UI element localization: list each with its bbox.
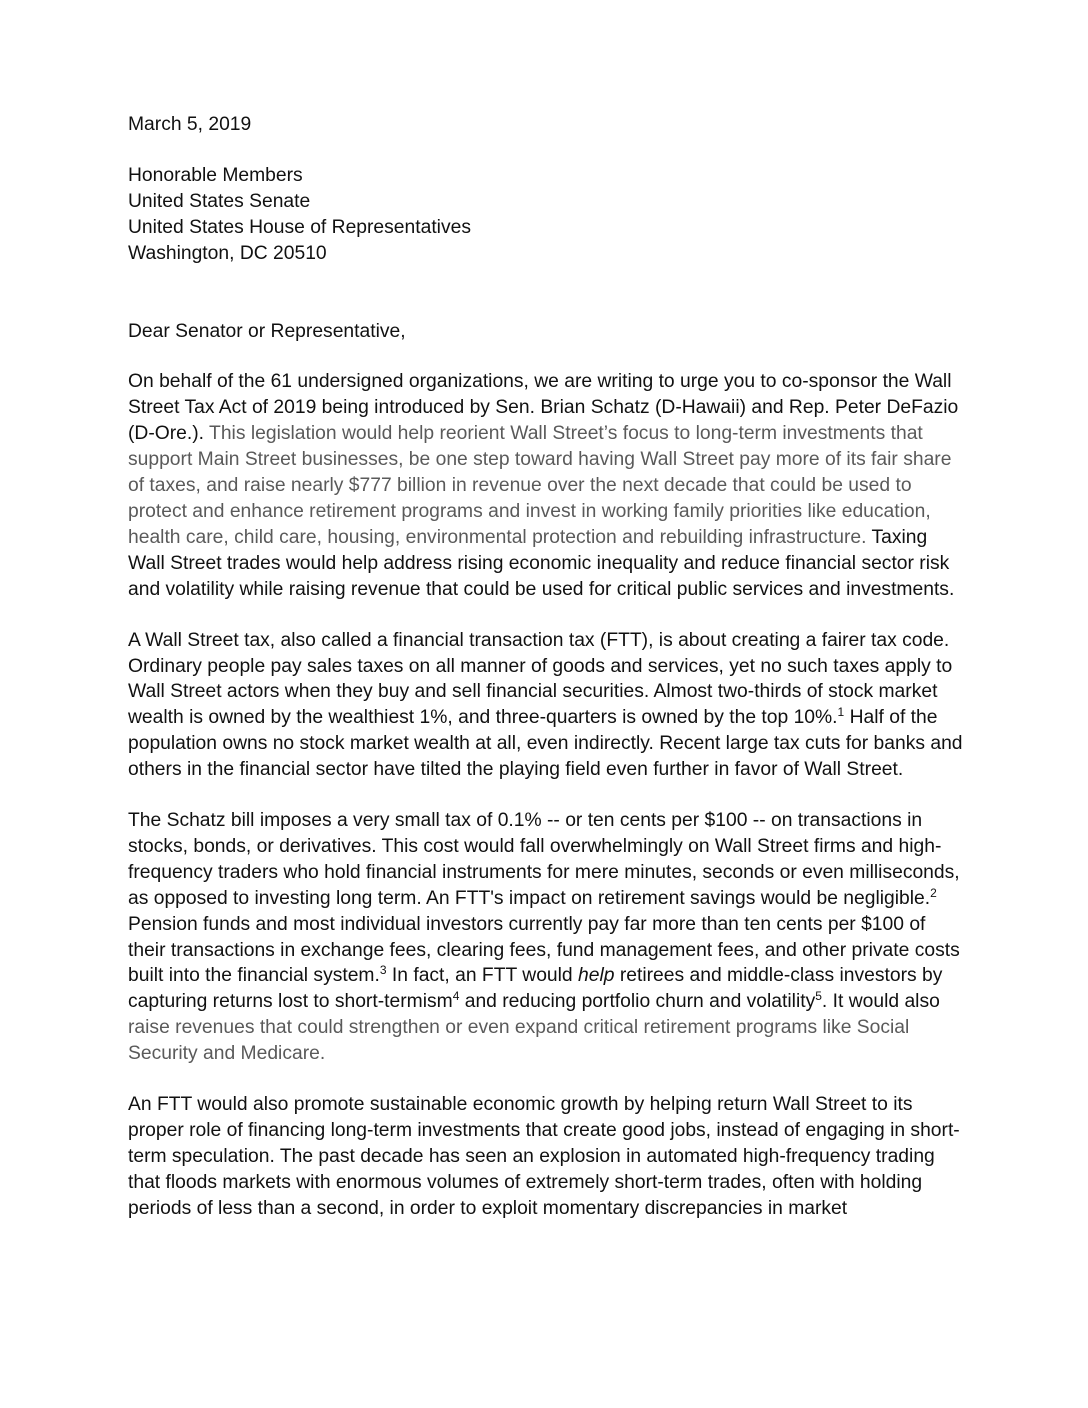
paragraph-text: Taxing Wall Street trades would help address rising economic inequality and reduce financial sector risk and volatility while raising revenue that could be used for critical public services and investments. <box>128 526 955 600</box>
recipient-address <box>128 163 966 267</box>
paragraph-schatz-bill <box>128 808 966 1067</box>
footnote-ref-4: 4 <box>452 989 460 1004</box>
paragraph-sustainable-growth: An FTT would also promote sustainable economic growth by helping return Wall Street to its proper role of financing long-term investments that create good jobs, instead of engaging in short-term speculation. The past decade has seen an explosion in automated high-frequency trading that floods markets with enormous volumes of extremely short-term trades, often with holding periods of less than a second, in order to exploit momentary discrepancies in market <box>128 1094 960 1219</box>
letter-page <box>128 112 966 1222</box>
paragraph-fairer-tax-code <box>128 628 966 783</box>
paragraph-text: retirees and middle-class investors by capturing returns lost to short-termism <box>128 965 943 1013</box>
paragraph-text-gray: This legislation would help reorient Wall Street’s focus to long-term investments that support Main Street businesses, be one step toward having Wall Street pay more of its fair share of taxes, and raise nearly $777 billion in revenue over the next decade that could be used to protect and enhance retirement programs and invest in working family priorities like education, health care, child care, housing, environmental protection and rebuilding infrastructure. <box>128 423 952 548</box>
address-line: Honorable Members <box>128 164 303 186</box>
address-line: United States House of Representatives <box>128 216 471 238</box>
salutation: Dear Senator or Representative, <box>128 320 406 342</box>
emphasis-text: help <box>578 965 615 987</box>
paragraph-text: and reducing portfolio churn and volatility <box>459 991 816 1013</box>
footnote-ref-2: 2 <box>930 885 937 900</box>
footnote-ref-1: 1 <box>837 705 845 720</box>
paragraph-text: In fact, an FTT would <box>386 965 579 987</box>
paragraph-text: Half of the population owns no stock market wealth at all, even indirectly. Recent large tax cuts for banks and others in the financial sector have tilted the playing field even further in favor of Wall Street. <box>128 707 963 781</box>
paragraph-text: On behalf of the 61 undersigned organizations, we are writing to urge you to co-sponsor the Wall Street Tax Act of 2019 being introduced by Sen. Brian Schatz (D-Hawaii) and Rep. Peter DeFazio (D-Ore.). <box>128 371 959 445</box>
address-line: Washington, DC 20510 <box>128 242 327 264</box>
letter-date: March 5, 2019 <box>128 114 252 135</box>
footnote-ref-5: 5 <box>815 989 822 1004</box>
paragraph-text: A Wall Street tax, also called a financial transaction tax (FTT), is about creating a fairer tax code. Ordinary people pay sales taxes on all manner of goods and services, yet no such taxes apply to Wall Street actors when they buy and sell financial securities. Almost two-thirds of stock market wealth is owned by the wealthiest 1%, and three-quarters is owned by the top 10%. <box>128 629 953 729</box>
paragraph-text-gray: raise revenues that could strengthen or even expand critical retirement programs like Social Security and Medicare. <box>128 1017 910 1065</box>
paragraph-co-sponsor-request <box>128 369 966 602</box>
address-line: United States Senate <box>128 190 311 212</box>
paragraph-text: . It would also <box>821 991 940 1013</box>
footnote-ref-3: 3 <box>379 963 387 978</box>
paragraph-text: Pension funds and most individual investors currently pay far more than ten cents per $100 of their transactions in exchange fees, clearing fees, fund management fees, and other private costs built into the financial system. <box>128 913 960 987</box>
paragraph-text: The Schatz bill imposes a very small tax of 0.1% -- or ten cents per $100 -- on transactions in stocks, bonds, or derivatives. This cost would fall overwhelmingly on Wall Street firms and high-frequency traders who hold financial instruments for mere minutes, seconds or even milliseconds, as opposed to investing long term. An FTT's impact on retirement savings would be negligible. <box>128 810 960 909</box>
